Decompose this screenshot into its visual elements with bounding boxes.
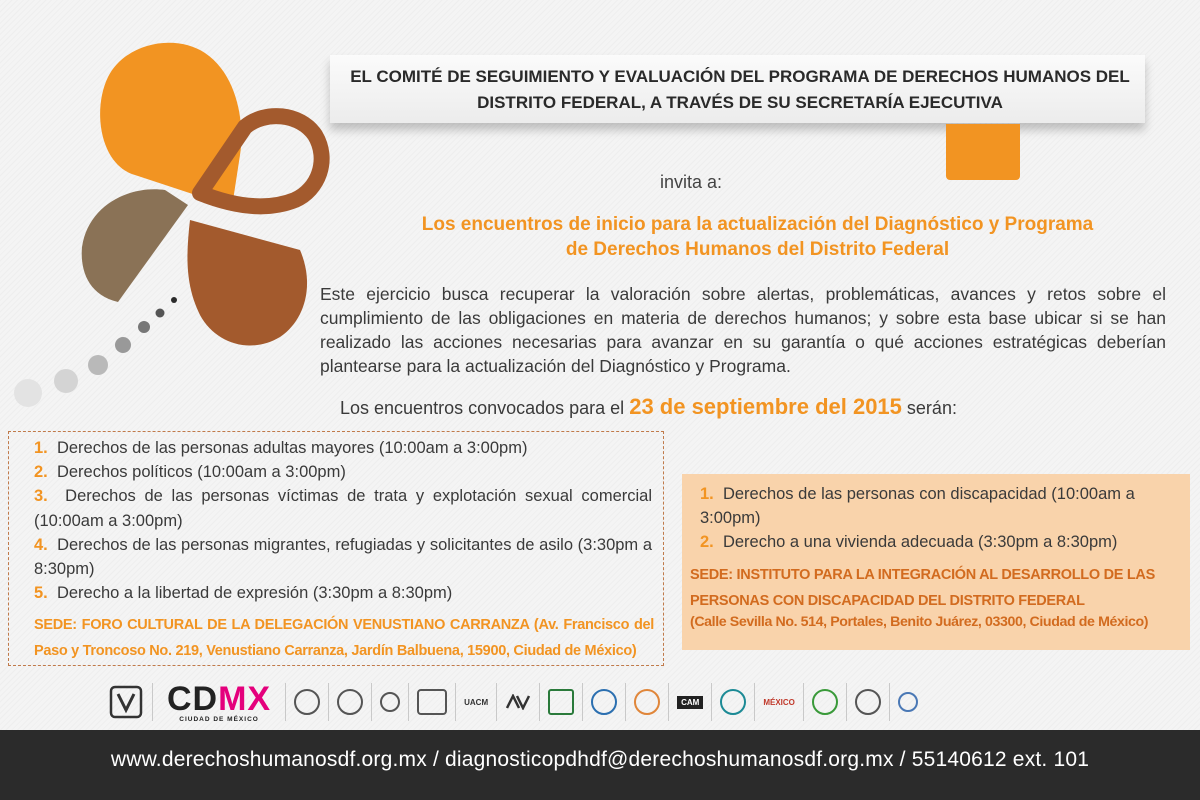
flower-logo	[626, 683, 669, 721]
date-prefix: Los encuentros convocados para el	[340, 398, 625, 418]
dot	[115, 337, 131, 353]
uacm-logo: UACM	[456, 683, 497, 721]
subtitle-line2: de Derechos Humanos del Distrito Federal	[565, 239, 950, 260]
mexico-logo: MÉXICO	[755, 683, 804, 721]
cam-logo: CAM	[669, 683, 712, 721]
header-title-line1: EL COMITÉ DE SEGUIMIENTO Y EVALUACIÓN DEL PROGRAMA DE DERECHOS HUMANOS DEL	[350, 67, 1130, 86]
left-venue-text: SEDE: FORO CULTURAL DE LA DELEGACIÓN VENUSTIANO CARRANZA (Av. Francisco del Paso y Troncoso No. 219, Venustiano Carranza, Jardín Balbuena, 15900, Ciudad de México)	[34, 617, 654, 659]
right-venue-title: SEDE: INSTITUTO PARA LA INTEGRACIÓN AL DESARROLLO DE LAS PERSONAS CON DISCAPACIDAD DEL DISTRITO FEDERAL	[690, 567, 1155, 609]
tribunal-logo	[372, 683, 409, 721]
orange-petal	[100, 43, 241, 207]
asamblea-seal-logo	[286, 683, 329, 721]
dot	[156, 309, 165, 318]
subtitle-line1: Los encuentros de inicio para la actualización del Diagnóstico y Programa	[421, 214, 1094, 235]
green-logo	[804, 683, 847, 721]
right-topics-list	[700, 482, 1175, 554]
intro-paragraph: Este ejercicio busca recuperar la valoración sobre alertas, problemáticas, avances y retos sobre el cumplimiento de las obligaciones en materia de derechos humanos; y sobre esta base ubicar si se han realizado las acciones necesarias para avanzar en su garantía o qué acciones estratégicas deberían plantearse para la actualización del Diagnóstico y Programa.	[320, 284, 1166, 376]
sponsor-logos	[100, 680, 926, 724]
list-item: 1. Derechos de las personas con discapacidad (10:00am a 3:00pm)	[700, 485, 1135, 527]
list-item: 2. Derecho a una vivienda adecuada (3:30pm a 8:30pm)	[700, 533, 1118, 551]
dot	[14, 379, 42, 407]
petal-butterfly-logo	[0, 15, 330, 415]
brown-petal	[187, 220, 307, 346]
uam-logo	[497, 683, 540, 721]
header-title	[335, 64, 1145, 116]
cdmx-logo: CDMX CIUDAD DE MÉXICO	[153, 683, 286, 721]
list-item: 5. Derecho a la libertad de expresión (3:30pm a 8:30pm)	[34, 584, 453, 603]
dot	[54, 369, 78, 393]
right-venue-address: (Calle Sevilla No. 514, Portales, Benito Juárez, 03300, Ciudad de México)	[690, 614, 1149, 630]
left-topics-list	[34, 436, 652, 605]
footer-contact: www.derechoshumanosdf.org.mx / diagnosticopdhdf@derechoshumanosdf.org.mx / 55140612 ext. 101	[110, 748, 1090, 771]
tan-petal	[82, 189, 188, 302]
orange-tab	[946, 124, 1020, 180]
event-date: 23 de septiembre del 2015	[629, 394, 902, 419]
round-seal-logo	[847, 683, 890, 721]
pgj-logo	[409, 683, 456, 721]
list-item: 4. Derechos de las personas migrantes, refugiadas y solicitantes de asilo (3:30pm a 8:30pm)	[34, 535, 652, 579]
seal-logo	[329, 683, 372, 721]
universidad-panamericana-logo	[540, 683, 583, 721]
header-title-line2: DISTRITO FEDERAL, A TRAVÉS DE SU SECRETARÍA EJECUTIVA	[477, 93, 1003, 112]
date-line	[340, 394, 957, 420]
un-logo	[890, 683, 926, 721]
dot	[171, 297, 177, 303]
list-item: 2. Derechos políticos (10:00am a 3:00pm)	[34, 463, 346, 482]
blue-logo	[583, 683, 626, 721]
shield-logo	[100, 683, 153, 721]
date-suffix: serán:	[906, 398, 957, 418]
event-subtitle	[340, 212, 1175, 262]
list-item: 3. Derechos de las personas víctimas de trata y explotación sexual comercial (10:00am a 3:00pm)	[34, 487, 652, 530]
wave-logo	[712, 683, 755, 721]
invita-label: invita a:	[660, 172, 723, 192]
dot	[138, 321, 150, 333]
dot	[88, 355, 108, 375]
list-item: 1. Derechos de las personas adultas mayores (10:00am a 3:00pm)	[34, 439, 528, 457]
